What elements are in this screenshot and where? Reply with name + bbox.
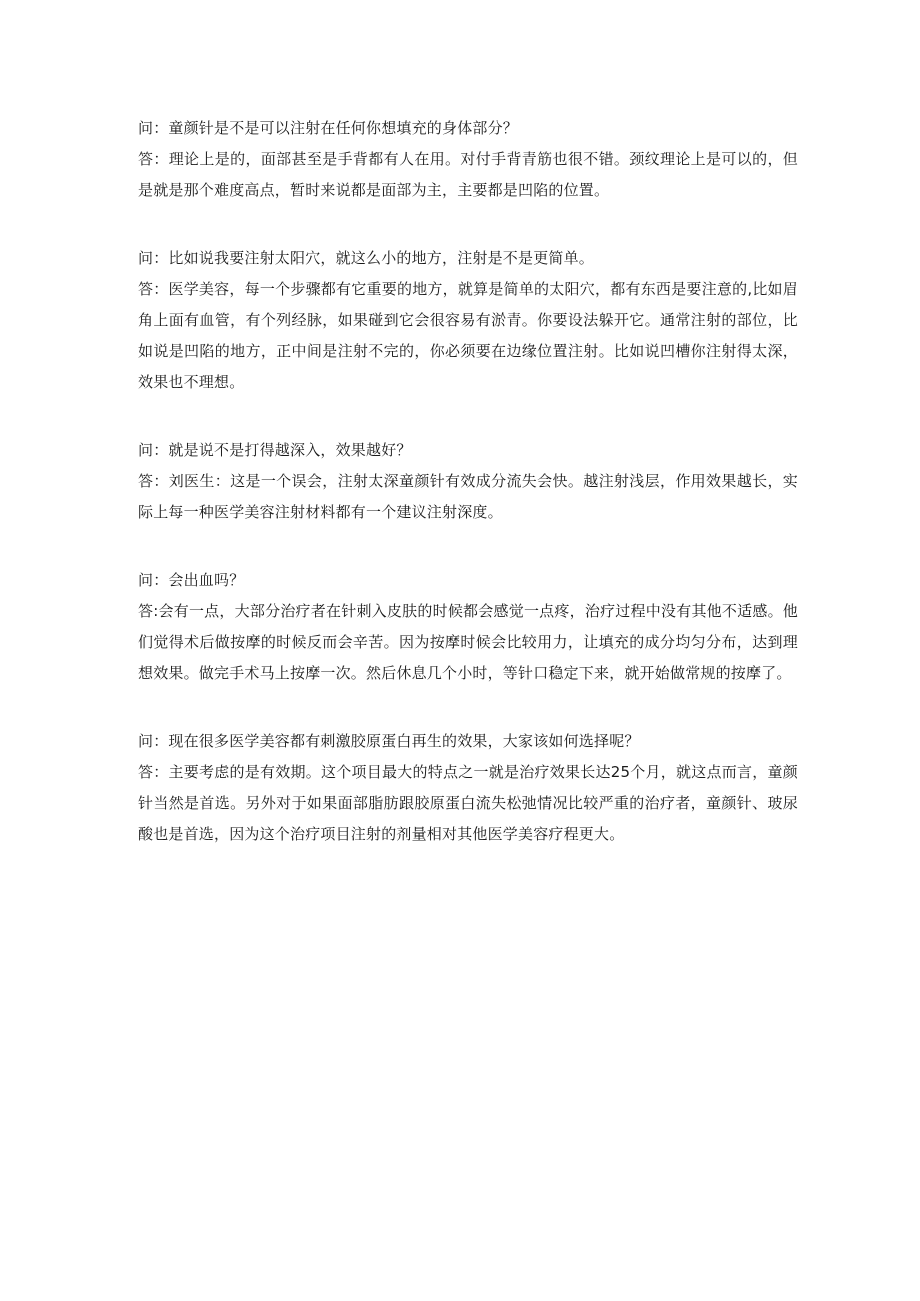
answer-text: 答：刘医生：这是一个误会，注射太深童颜针有效成分流失会快。越注射浅层，作用效果越长，实际上每一种医学美容注射材料都有一个建议注射深度。	[138, 472, 798, 521]
qa-block-5	[138, 726, 798, 850]
answer-text: 答:会有一点，大部分治疗者在针刺入皮肤的时候都会感觉一点疼，治疗过程中没有其他不适感。他们觉得术后做按摩的时候反而会辛苦。因为按摩时候会比较用力，让填充的成分均匀分布，达到理想效果。做完手术马上按摩一次。然后休息几个小时，等针口稳定下来，就开始做常规的按摩了。	[138, 602, 798, 682]
document-page	[138, 113, 798, 887]
qa-block-4	[138, 565, 798, 689]
answer-text: 答：理论上是的，面部甚至是手背都有人在用。对付手背青筋也很不错。颈纹理论上是可以的，但是就是那个难度高点，暂时来说都是面部为主，主要都是凹陷的位置。	[138, 150, 798, 199]
answer-text: 答：医学美容，每一个步骤都有它重要的地方，就算是简单的太阳穴，都有东西是要注意的,比如眉角上面有血管，有个列经脉，如果碰到它会很容易有淤青。你要设法躲开它。通常注射的部位，比如说是凹陷的地方，正中间是注射不完的，你必须要在边缘位置注射。比如说凹槽你注射得太深，效果也不理想。	[138, 280, 798, 391]
qa-block-3	[138, 435, 798, 528]
qa-block-1	[138, 113, 798, 206]
question-text: 问：童颜针是不是可以注射在任何你想填充的身体部分？	[138, 119, 519, 137]
question-text: 问：就是说不是打得越深入，效果越好？	[138, 441, 412, 459]
qa-block-2	[138, 243, 798, 398]
question-text: 问：会出血吗？	[138, 571, 245, 589]
question-text: 问：比如说我要注射太阳穴，就这么小的地方，注射是不是更简单。	[138, 249, 595, 267]
question-text: 问：现在很多医学美容都有刺激胶原蛋白再生的效果，大家该如何选择呢？	[138, 732, 640, 750]
answer-text: 答：主要考虑的是有效期。这个项目最大的特点之一就是治疗效果长达25个月，就这点而言，童颜针当然是首选。另外对于如果面部脂肪跟胶原蛋白流失松弛情况比较严重的治疗者，童颜针、玻尿酸也是首选，因为这个治疗项目注射的剂量相对其他医学美容疗程更大。	[138, 763, 798, 843]
